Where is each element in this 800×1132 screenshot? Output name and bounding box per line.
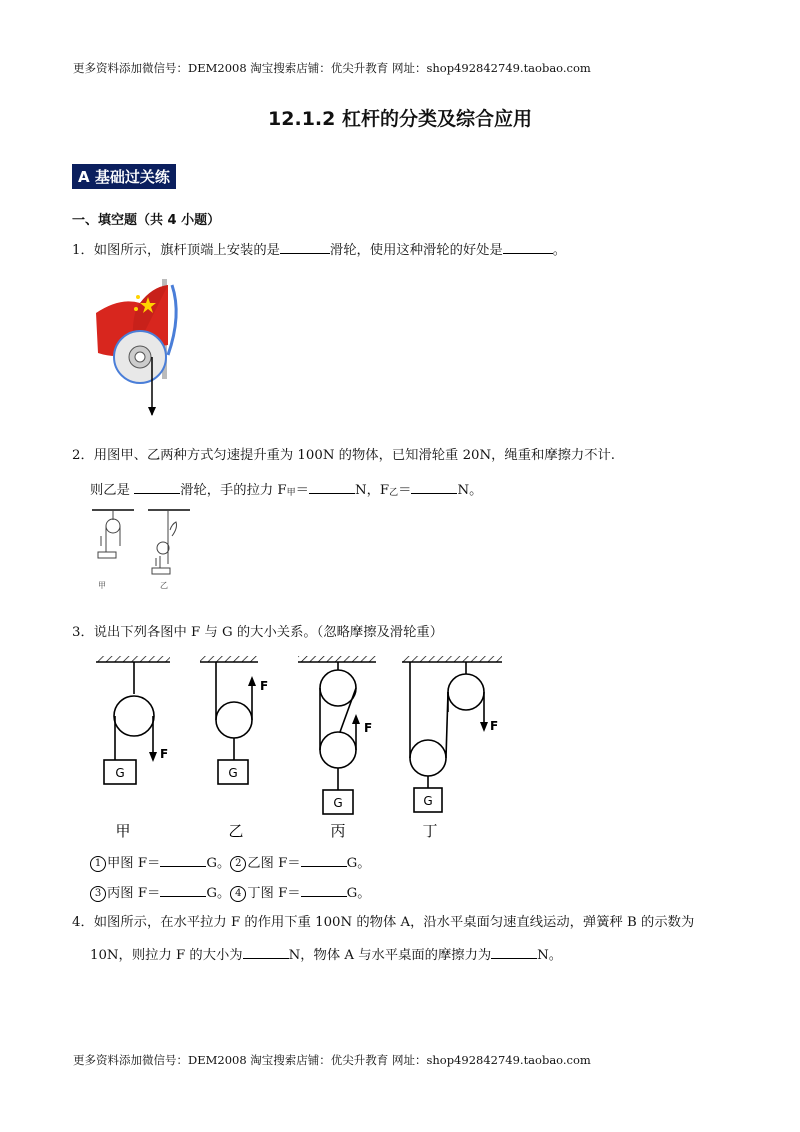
caption-bing: 丙 [330,822,346,840]
q2-text-f: N。 [457,483,483,498]
q4-text-b: 10N，则拉力 F 的大小为 [90,948,243,963]
q3-answer-row-2 [90,884,371,903]
q3-r2-text-c: 丁图 F＝ [247,886,301,901]
q2-fig-label-yi: 乙 [160,581,168,590]
question-2-line1: 2．用图甲、乙两种方式匀速提升重为 100N 的物体，已知滑轮重 20N，绳重和摩擦力不计. [72,448,616,463]
ceiling-jia [96,656,170,662]
section-badge: A 基础过关练 [72,164,176,189]
force-label-yi: F [260,679,269,693]
caption-yi: 乙 [228,822,244,840]
circled-number-1: 1 [90,856,106,872]
q1-text-b: 滑轮，使用这种滑轮的好处是 [329,243,503,258]
q3-r1-text-b: G。 [206,856,231,871]
q2-fig-label-jia: 甲 [98,581,106,590]
q2-text-a: 则乙是 [90,483,135,498]
q1-text-c: 。 [552,243,567,258]
q3-blank-1[interactable] [160,854,206,867]
q3-pulley-diagrams [90,652,510,842]
q4-blank-2[interactable] [491,946,537,959]
weight-label-bing: G [333,796,343,810]
question-1 [72,241,566,260]
page-title: 12.1.2 杠杆的分类及综合应用 [268,108,532,130]
q3-r1-text-d: G。 [346,856,371,871]
q2-text-e: ＝ [398,483,412,498]
q3-r2-text-b: G。 [206,886,231,901]
question-2-line2 [90,481,482,502]
weight-label-ding: G [423,794,433,808]
caption-ding: 丁 [422,822,438,840]
q1-blank-2[interactable] [503,241,553,254]
circled-number-2: 2 [230,856,246,872]
q3-answer-row-1 [90,854,371,873]
q2-text-c: ＝ [295,483,309,498]
q2-pulley-figure [88,506,198,594]
weight-label-yi: G [228,766,238,780]
circled-number-3: 3 [90,886,106,902]
question-3: 3．说出下列各图中 F 与 G 的大小关系。（忽略摩擦及滑轮重） [72,625,443,640]
q3-r1-text-c: 乙图 F＝ [247,856,301,871]
q4-text-c: N，物体 A 与水平桌面的摩擦力为 [288,948,492,963]
force-label-bing: F [364,721,373,735]
q3-blank-4[interactable] [301,884,347,897]
q4-blank-1[interactable] [243,946,289,959]
q1-text-a: 1．如图所示，旗杆顶端上安装的是 [72,243,280,258]
weight-label-jia: G [115,766,125,780]
q4-text-d: N。 [537,948,563,963]
question-4-line1: 4．如图所示，在水平拉力 F 的作用下重 100N 的物体 A，沿水平桌面匀速直线运动，弹簧秤 B 的示数为 [72,915,695,930]
flagpole-figure [90,275,200,420]
part-heading: 一、填空题（共 4 小题） [72,213,221,228]
force-label-ding: F [490,719,499,733]
q2-sub-jia: 甲 [286,488,296,498]
caption-jia: 甲 [115,822,131,840]
q2-text-b: 滑轮，手的拉力 F [180,483,287,498]
q2-blank-3[interactable] [411,481,457,494]
q3-blank-2[interactable] [301,854,347,867]
page-header: 更多资料添加微信号：DEM2008 淘宝搜索店铺：优尖升教育 网址：shop492842749.taobao.com [73,61,591,75]
q1-blank-1[interactable] [280,241,330,254]
q3-r2-text-a: 丙图 F＝ [107,886,161,901]
circled-number-4: 4 [230,886,246,902]
question-4-line2 [90,946,562,965]
force-label-jia: F [160,747,169,761]
q2-sub-yi: 乙 [389,488,399,498]
q3-r2-text-d: G。 [346,886,371,901]
page-footer: 更多资料添加微信号：DEM2008 淘宝搜索店铺：优尖升教育 网址：shop492842749.taobao.com [73,1053,591,1067]
q3-blank-3[interactable] [160,884,206,897]
q2-blank-2[interactable] [309,481,355,494]
q2-text-d: N，F [354,483,390,498]
q2-blank-1[interactable] [134,481,180,494]
q3-r1-text-a: 甲图 F＝ [107,856,161,871]
